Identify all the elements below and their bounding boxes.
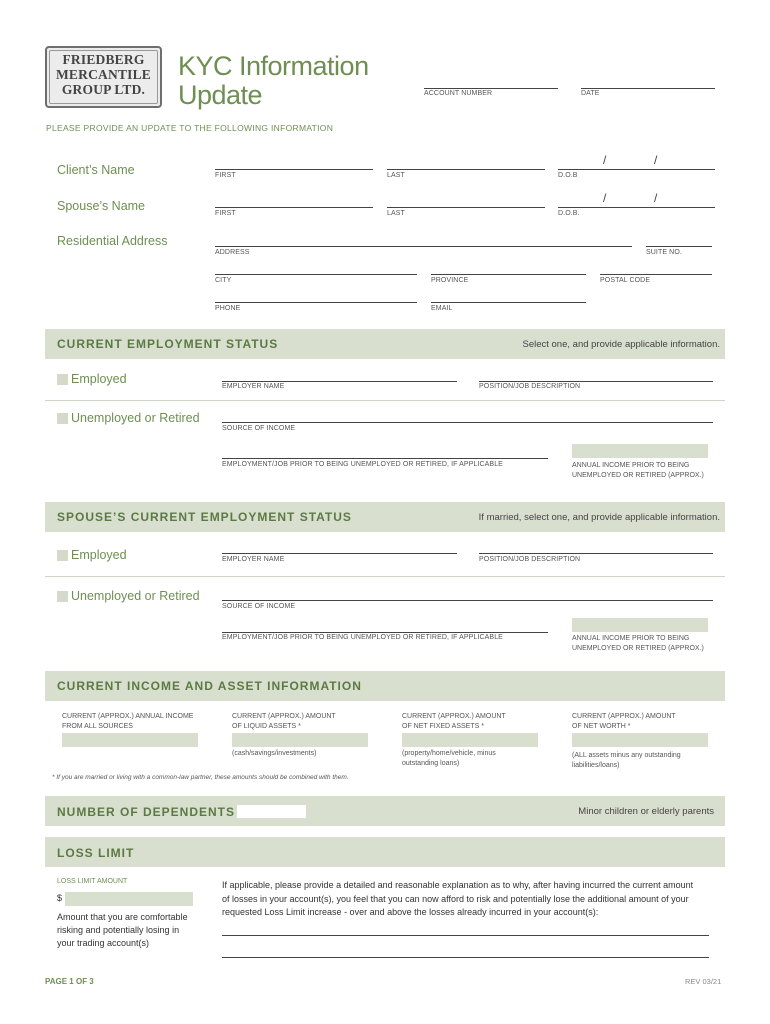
- client-last-label: LAST: [387, 172, 405, 179]
- loss-limit-description-line-2: risking and potentially losing in: [57, 925, 180, 935]
- residential-address-label: Residential Address: [57, 234, 168, 248]
- spouse-employment-section-note: If married, select one, and provide applicable information.: [478, 512, 720, 523]
- spouse-dob-slash-2: /: [654, 191, 658, 205]
- address-field[interactable]: [215, 246, 632, 247]
- employed-label: Employed: [71, 372, 127, 386]
- fixed-assets-label-line-2: OF NET FIXED ASSETS *: [402, 723, 484, 730]
- fixed-assets-note-line-2: outstanding loans): [402, 760, 460, 767]
- spouse-annual-income-prior-field[interactable]: [572, 618, 708, 632]
- account-number-field[interactable]: [424, 88, 558, 89]
- explanation-line-2[interactable]: [222, 957, 709, 958]
- account-number-label: ACCOUNT NUMBER: [424, 90, 493, 97]
- client-first-label: FIRST: [215, 172, 236, 179]
- fixed-assets-field[interactable]: [402, 733, 538, 747]
- spouse-employment-section-header: [45, 502, 725, 532]
- annual-income-prior-field[interactable]: [572, 444, 708, 458]
- spouse-dob-slash-1: /: [603, 191, 607, 205]
- employer-name-label: EMPLOYER NAME: [222, 383, 285, 390]
- logo-line-1: FRIEDBERG: [62, 52, 145, 67]
- loss-limit-explanation-text: [222, 879, 717, 920]
- suite-label: SUITE NO.: [646, 249, 682, 256]
- net-worth-note-line-1: (ALL assets minus any outstanding: [572, 752, 681, 759]
- loss-limit-explanation-line-1: If applicable, please provide a detailed and reasonable explanation as to why, after having incurred the current amount: [222, 880, 694, 890]
- fixed-assets-label: [402, 712, 506, 732]
- unemployed-label: Unemployed or Retired: [71, 411, 200, 425]
- dependents-section-header: [45, 796, 725, 826]
- loss-limit-amount-label: LOSS LIMIT AMOUNT: [57, 878, 128, 885]
- clients-name-label: Client’s Name: [57, 163, 135, 177]
- province-label: PROVINCE: [431, 277, 469, 284]
- spouse-employed-label: Employed: [71, 548, 127, 562]
- spouse-last-name-field[interactable]: [387, 207, 545, 208]
- liquid-assets-label-line-2: OF LIQUID ASSETS *: [232, 723, 301, 730]
- logo-line-2: MERCANTILE: [55, 67, 151, 82]
- annual-income-label: [62, 712, 193, 732]
- net-worth-note-line-2: liabilities/loans): [572, 762, 620, 769]
- instruction-text: PLEASE PROVIDE AN UPDATE TO THE FOLLOWING INFORMATION: [46, 123, 334, 133]
- net-worth-label-line-2: OF NET WORTH *: [572, 723, 631, 730]
- spouse-position-label: POSITION/JOB DESCRIPTION: [479, 556, 581, 563]
- dependents-section-title: NUMBER OF DEPENDENTS: [57, 805, 236, 819]
- unemployed-checkbox[interactable]: [57, 413, 68, 424]
- spouse-source-of-income-field[interactable]: [222, 600, 713, 601]
- spouse-unemployed-label: Unemployed or Retired: [71, 589, 200, 603]
- client-dob-label: D.O.B: [558, 172, 578, 179]
- net-worth-field[interactable]: [572, 733, 708, 747]
- income-section-title: CURRENT INCOME AND ASSET INFORMATION: [57, 679, 362, 693]
- currency-symbol: $: [57, 893, 63, 903]
- spouse-employer-name-label: EMPLOYER NAME: [222, 556, 285, 563]
- date-field[interactable]: [581, 88, 715, 89]
- page-title: [178, 52, 369, 110]
- title-line-1: KYC Information: [178, 51, 369, 81]
- loss-limit-section-title: LOSS LIMIT: [57, 846, 135, 860]
- net-worth-label: [572, 712, 676, 732]
- divider: [45, 400, 725, 401]
- loss-limit-explanation-line-3: requested Loss Limit increase - over and above the losses already incurred in your account(s):: [222, 907, 599, 917]
- liquid-assets-note: (cash/savings/investments): [232, 750, 317, 757]
- employment-section-header: [45, 329, 725, 359]
- position-field[interactable]: [479, 381, 713, 382]
- title-line-2: Update: [178, 80, 263, 110]
- spouse-prior-employment-field[interactable]: [222, 632, 548, 633]
- spouse-dob-label: D.O.B.: [558, 210, 580, 217]
- source-of-income-field[interactable]: [222, 422, 713, 423]
- city-field[interactable]: [215, 274, 417, 275]
- net-worth-note: [572, 751, 681, 771]
- dependents-section-note: Minor children or elderly parents: [578, 806, 714, 817]
- phone-field[interactable]: [215, 302, 417, 303]
- revision-label: REV 03/21: [685, 977, 722, 986]
- client-last-name-field[interactable]: [387, 169, 545, 170]
- employed-checkbox[interactable]: [57, 374, 68, 385]
- annual-income-label-line-2: FROM ALL SOURCES: [62, 723, 133, 730]
- dependents-count-field[interactable]: [237, 805, 306, 818]
- employment-section-note: Select one, and provide applicable information.: [522, 339, 720, 350]
- loss-limit-description-line-1: Amount that you are comfortable: [57, 912, 188, 922]
- spouse-annual-income-prior-label-line-2: UNEMPLOYED OR RETIRED (APPROX.): [572, 645, 704, 652]
- prior-employment-field[interactable]: [222, 458, 548, 459]
- liquid-assets-field[interactable]: [232, 733, 368, 747]
- address-label: ADDRESS: [215, 249, 250, 256]
- net-worth-label-line-1: CURRENT (APPROX.) AMOUNT: [572, 713, 676, 720]
- loss-limit-section-header: [45, 837, 725, 867]
- province-field[interactable]: [431, 274, 586, 275]
- annual-income-prior-label-line-2: UNEMPLOYED OR RETIRED (APPROX.): [572, 472, 704, 479]
- employment-section-title: CURRENT EMPLOYMENT STATUS: [57, 337, 279, 351]
- spouse-employed-checkbox[interactable]: [57, 550, 68, 561]
- client-dob-slash-1: /: [603, 153, 607, 167]
- spouse-annual-income-prior-label-line-1: ANNUAL INCOME PRIOR TO BEING: [572, 635, 690, 642]
- fixed-assets-note-line-1: (property/home/vehicle, minus: [402, 750, 496, 757]
- client-first-name-field[interactable]: [215, 169, 373, 170]
- date-label: DATE: [581, 90, 600, 97]
- spouse-position-field[interactable]: [479, 553, 713, 554]
- loss-limit-explanation-line-2: of losses in your account(s), you feel that you can now afford to risk and potentially lose the additional amount of your: [222, 893, 689, 904]
- postal-code-field[interactable]: [600, 274, 712, 275]
- spouse-annual-income-prior-label: [572, 634, 704, 654]
- spouse-source-of-income-label: SOURCE OF INCOME: [222, 603, 296, 610]
- logo-line-3: GROUP LTD.: [61, 82, 146, 97]
- annual-income-prior-label: [572, 461, 704, 481]
- loss-limit-amount-field[interactable]: [65, 892, 193, 906]
- phone-label: PHONE: [215, 305, 241, 312]
- spouse-employment-section-title: SPOUSE’S CURRENT EMPLOYMENT STATUS: [57, 510, 352, 524]
- prior-employment-label: EMPLOYMENT/JOB PRIOR TO BEING UNEMPLOYED OR RETIRED, IF APPLICABLE: [222, 461, 503, 468]
- fixed-assets-label-line-1: CURRENT (APPROX.) AMOUNT: [402, 713, 506, 720]
- income-section-header: [45, 671, 725, 701]
- loss-limit-description-line-3: your trading account(s): [57, 938, 150, 948]
- position-label: POSITION/JOB DESCRIPTION: [479, 383, 581, 390]
- annual-income-field[interactable]: [62, 733, 198, 747]
- spouse-first-label: FIRST: [215, 210, 236, 217]
- spouse-prior-employment-label: EMPLOYMENT/JOB PRIOR TO BEING UNEMPLOYED OR RETIRED, IF APPLICABLE: [222, 634, 503, 641]
- client-dob-field[interactable]: [558, 169, 715, 170]
- email-field[interactable]: [431, 302, 586, 303]
- city-label: CITY: [215, 277, 232, 284]
- spouse-dob-field[interactable]: [558, 207, 715, 208]
- page-number: PAGE 1 OF 3: [45, 977, 94, 986]
- spouse-employer-name-field[interactable]: [222, 553, 457, 554]
- company-logo: [45, 46, 162, 108]
- spouse-unemployed-checkbox[interactable]: [57, 591, 68, 602]
- annual-income-label-line-1: CURRENT (APPROX.) ANNUAL INCOME: [62, 713, 194, 720]
- employer-name-field[interactable]: [222, 381, 457, 382]
- explanation-line-1[interactable]: [222, 935, 709, 936]
- email-label: EMAIL: [431, 305, 453, 312]
- source-of-income-label: SOURCE OF INCOME: [222, 425, 296, 432]
- income-footnote: * If you are married or living with a common-law partner, these amounts should be combined with them.: [52, 774, 349, 781]
- liquid-assets-label-line-1: CURRENT (APPROX.) AMOUNT: [232, 713, 336, 720]
- postal-code-label: POSTAL CODE: [600, 277, 651, 284]
- suite-field[interactable]: [646, 246, 712, 247]
- annual-income-prior-label-line-1: ANNUAL INCOME PRIOR TO BEING: [572, 462, 690, 469]
- loss-limit-description: [57, 911, 188, 950]
- liquid-assets-label: [232, 712, 336, 732]
- spouse-last-label: LAST: [387, 210, 405, 217]
- spouses-name-label: Spouse’s Name: [57, 199, 146, 213]
- fixed-assets-note: [402, 749, 496, 769]
- divider: [45, 576, 725, 577]
- spouse-first-name-field[interactable]: [215, 207, 373, 208]
- client-dob-slash-2: /: [654, 153, 658, 167]
